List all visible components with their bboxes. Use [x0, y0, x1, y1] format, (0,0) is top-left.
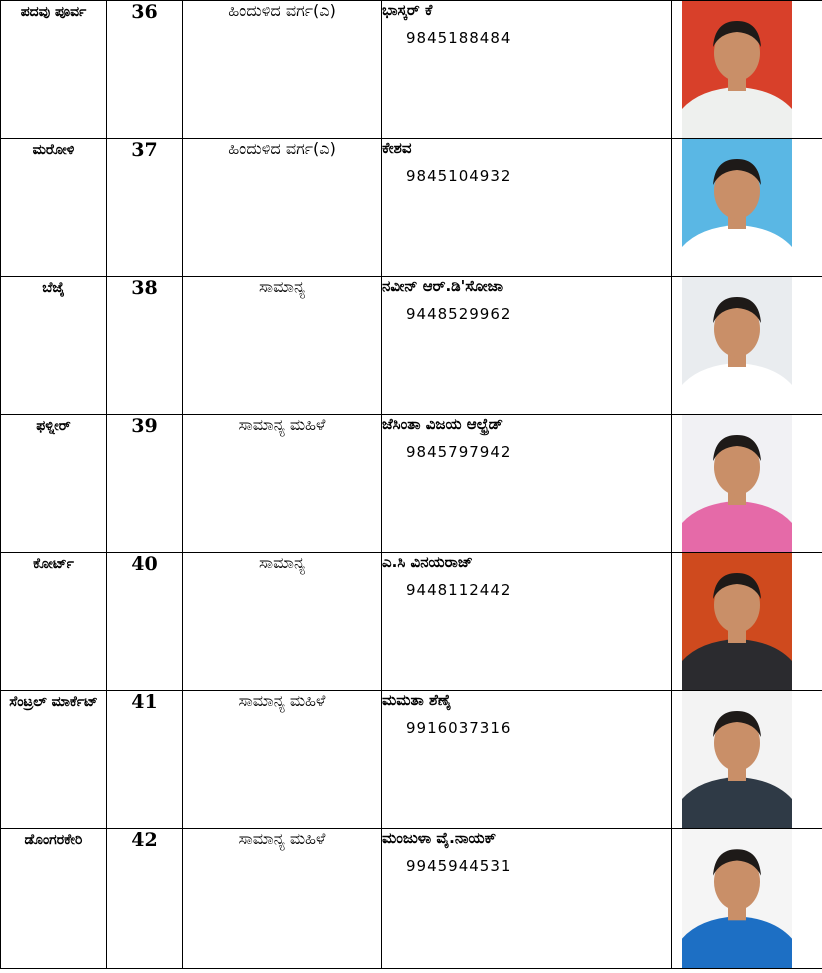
photo-cell [672, 553, 822, 691]
ward-name: ಸೆಂಟ್ರಲ್ ಮಾರ್ಕೆಟ್ [1, 691, 107, 829]
reservation-category: ಸಾಮಾನ್ಯ ಮಹಿಳೆ [183, 415, 382, 553]
councillor-photo [682, 139, 792, 276]
phone-number: 9448529962 [406, 305, 512, 323]
reservation-category: ಸಾಮಾನ್ಯ [183, 553, 382, 691]
reservation-category: ಹಿಂದುಳಿದ ವರ್ಗ(ಎ) [183, 139, 382, 277]
phone-number: 9845104932 [406, 167, 512, 185]
ward-name: ಕೋರ್ಟ್ [1, 553, 107, 691]
councillor-name: ನವೀನ್ ಆರ್.ಡಿ'ಸೋಜಾ [382, 277, 504, 295]
ward-number: 37 [107, 139, 183, 277]
table-row [1, 415, 822, 553]
table-row [1, 139, 822, 277]
photo-cell [672, 1, 822, 139]
ward-number: 36 [107, 1, 183, 139]
table-row [1, 553, 822, 691]
ward-name: ಮರೋಳಿ [1, 139, 107, 277]
councillor-name: ಮಮತಾ ಶೆಣೈ [382, 691, 452, 709]
reservation-category: ಸಾಮಾನ್ಯ ಮಹಿಳೆ [183, 691, 382, 829]
councillor-name: ಮಂಜುಳಾ ವೈ.ನಾಯಕ್ [382, 829, 497, 847]
reservation-category: ಹಿಂದುಳಿದ ವರ್ಗ(ಎ) [183, 1, 382, 139]
councillor-name: ಭಾಸ್ಕರ್ ಕೆ [382, 1, 433, 19]
phone-number: 9448112442 [406, 581, 512, 599]
councillor-cell [382, 415, 672, 553]
councillor-photo [682, 277, 792, 414]
councillor-photo [682, 691, 792, 828]
councillor-cell [382, 553, 672, 691]
ward-number: 41 [107, 691, 183, 829]
ward-number: 38 [107, 277, 183, 415]
councillor-cell [382, 277, 672, 415]
photo-cell [672, 691, 822, 829]
ward-name: ಡೊಂಗರಕೇರಿ [1, 829, 107, 969]
table-row [1, 829, 822, 969]
table-row [1, 277, 822, 415]
councillor-photo [682, 1, 792, 138]
ward-number: 39 [107, 415, 183, 553]
councillor-photo [682, 553, 792, 690]
councillor-name: ಕೇಶವ [382, 139, 412, 157]
phone-number: 9916037316 [406, 719, 512, 737]
ward-number: 40 [107, 553, 183, 691]
photo-cell [672, 139, 822, 277]
photo-cell [672, 415, 822, 553]
councillor-cell [382, 829, 672, 969]
ward-name: ಬೆಜೈ [1, 277, 107, 415]
ward-name: ಫಳ್ನೀರ್ [1, 415, 107, 553]
reservation-category: ಸಾಮಾನ್ಯ ಮಹಿಳೆ [183, 829, 382, 969]
table-row [1, 1, 822, 139]
councillor-name: ಜೆಸಿಂತಾ ವಿಜಯ ಆಲ್ಫ್ರೆಡ್ [382, 415, 504, 433]
councillor-cell [382, 691, 672, 829]
ward-name: ಪದವು ಪೂರ್ವ [1, 1, 107, 139]
phone-number: 9945944531 [406, 857, 512, 875]
councillor-cell [382, 1, 672, 139]
ward-number: 42 [107, 829, 183, 969]
councillor-name: ಎ.ಸಿ ವಿನಯರಾಜ್ [382, 553, 473, 571]
councillor-cell [382, 139, 672, 277]
councillor-photo [682, 829, 792, 968]
photo-cell [672, 829, 822, 969]
phone-number: 9845797942 [406, 443, 512, 461]
table-row [1, 691, 822, 829]
councillor-photo [682, 415, 792, 552]
reservation-category: ಸಾಮಾನ್ಯ [183, 277, 382, 415]
photo-cell [672, 277, 822, 415]
phone-number: 9845188484 [406, 29, 512, 47]
